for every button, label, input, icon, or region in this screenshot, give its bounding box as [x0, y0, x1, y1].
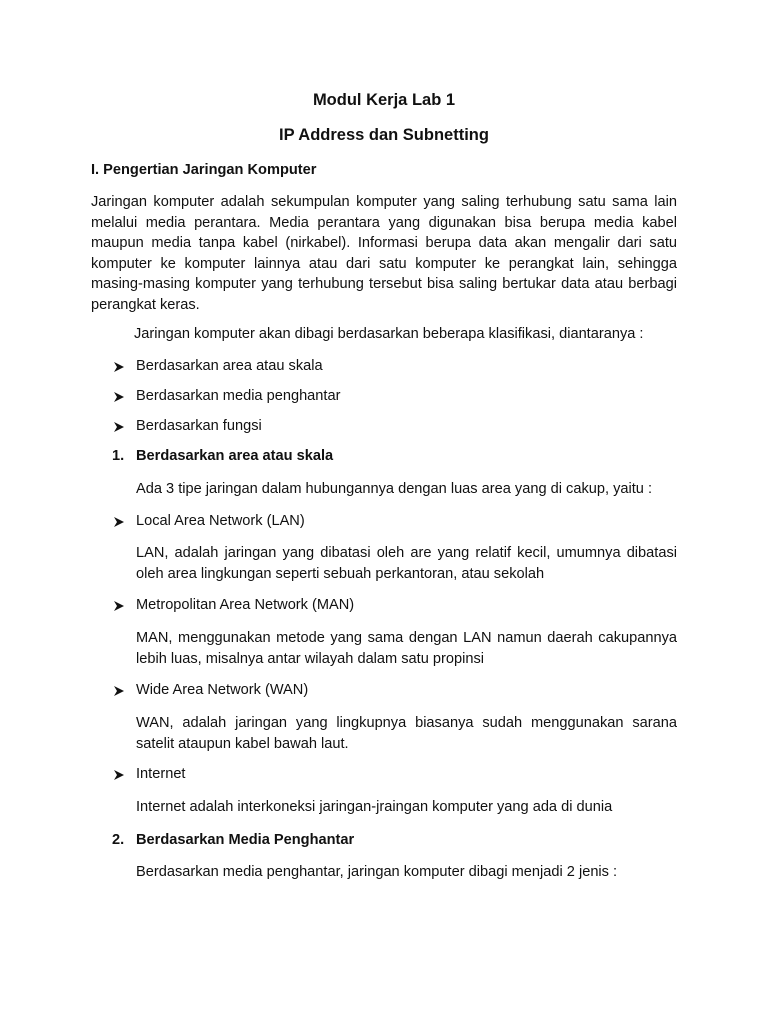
- classification-bullet: Berdasarkan media penghantar: [136, 388, 341, 404]
- intro-paragraph: Jaringan komputer adalah sekumpulan komputer yang saling terhubung satu sama lain melalui media perantara. Media perantara yang digunakan bisa berupa media kabel maupun media tanpa kabel (nirkabel). Informasi berupa data akan mengalir dari satu komputer ke komputer lainnya atau dari satu komputer ke perangkat lain, sehingga masing-masing komputer yang terhubung tersebut bisa saling bertukar data atau berbagi perangkat keras.: [91, 194, 677, 313]
- section-heading: I. Pengertian Jaringan Komputer: [91, 162, 317, 178]
- document-subtitle: IP Address dan Subnetting: [279, 126, 489, 144]
- arrowhead-bullet-icon: [113, 516, 125, 528]
- arrowhead-bullet-icon: [113, 685, 125, 697]
- network-type-description: WAN, adalah jaringan yang lingkupnya biasanya sudah menggunakan sarana satelit ataupun kabel bawah laut.: [136, 715, 677, 752]
- subsection-intro: Ada 3 tipe jaringan dalam hubungannya dengan luas area yang di cakup, yaitu :: [136, 481, 653, 497]
- network-type-label: Metropolitan Area Network (MAN): [136, 597, 355, 613]
- classification-intro: Jaringan komputer akan dibagi berdasarkan beberapa klasifikasi, diantaranya :: [134, 326, 644, 342]
- arrowhead-bullet-icon: [113, 769, 125, 781]
- network-type-description: MAN, menggunakan metode yang sama dengan LAN namun daerah cakupannya lebih luas, misalnya antar wilayah dalam satu propinsi: [136, 630, 677, 667]
- subsection-heading: Berdasarkan Media Penghantar: [136, 832, 355, 848]
- arrowhead-bullet-icon: [113, 361, 125, 373]
- arrowhead-bullet-icon: [113, 391, 125, 403]
- subsection-number: 2.: [112, 832, 125, 848]
- subsection-intro: Berdasarkan media penghantar, jaringan komputer dibagi menjadi 2 jenis :: [136, 864, 618, 880]
- document-title: Modul Kerja Lab 1: [312, 91, 456, 109]
- network-type-description: Internet adalah interkoneksi jaringan-jraingan komputer yang ada di dunia: [136, 799, 613, 815]
- classification-bullet: Berdasarkan area atau skala: [136, 358, 323, 374]
- network-type-label: Local Area Network (LAN): [136, 513, 305, 529]
- network-type-label: Wide Area Network (WAN): [136, 682, 309, 698]
- subsection-number: 1.: [112, 448, 125, 464]
- arrowhead-bullet-icon: [113, 600, 125, 612]
- network-type-description: LAN, adalah jaringan yang dibatasi oleh are yang relatif kecil, umumnya dibatasi oleh area lingkungan seperti sebuah perkantoran, atau sekolah: [136, 545, 677, 582]
- subsection-heading: Berdasarkan area atau skala: [136, 448, 334, 464]
- network-type-label: Internet: [136, 766, 186, 782]
- classification-bullet: Berdasarkan fungsi: [136, 418, 262, 434]
- arrowhead-bullet-icon: [113, 421, 125, 433]
